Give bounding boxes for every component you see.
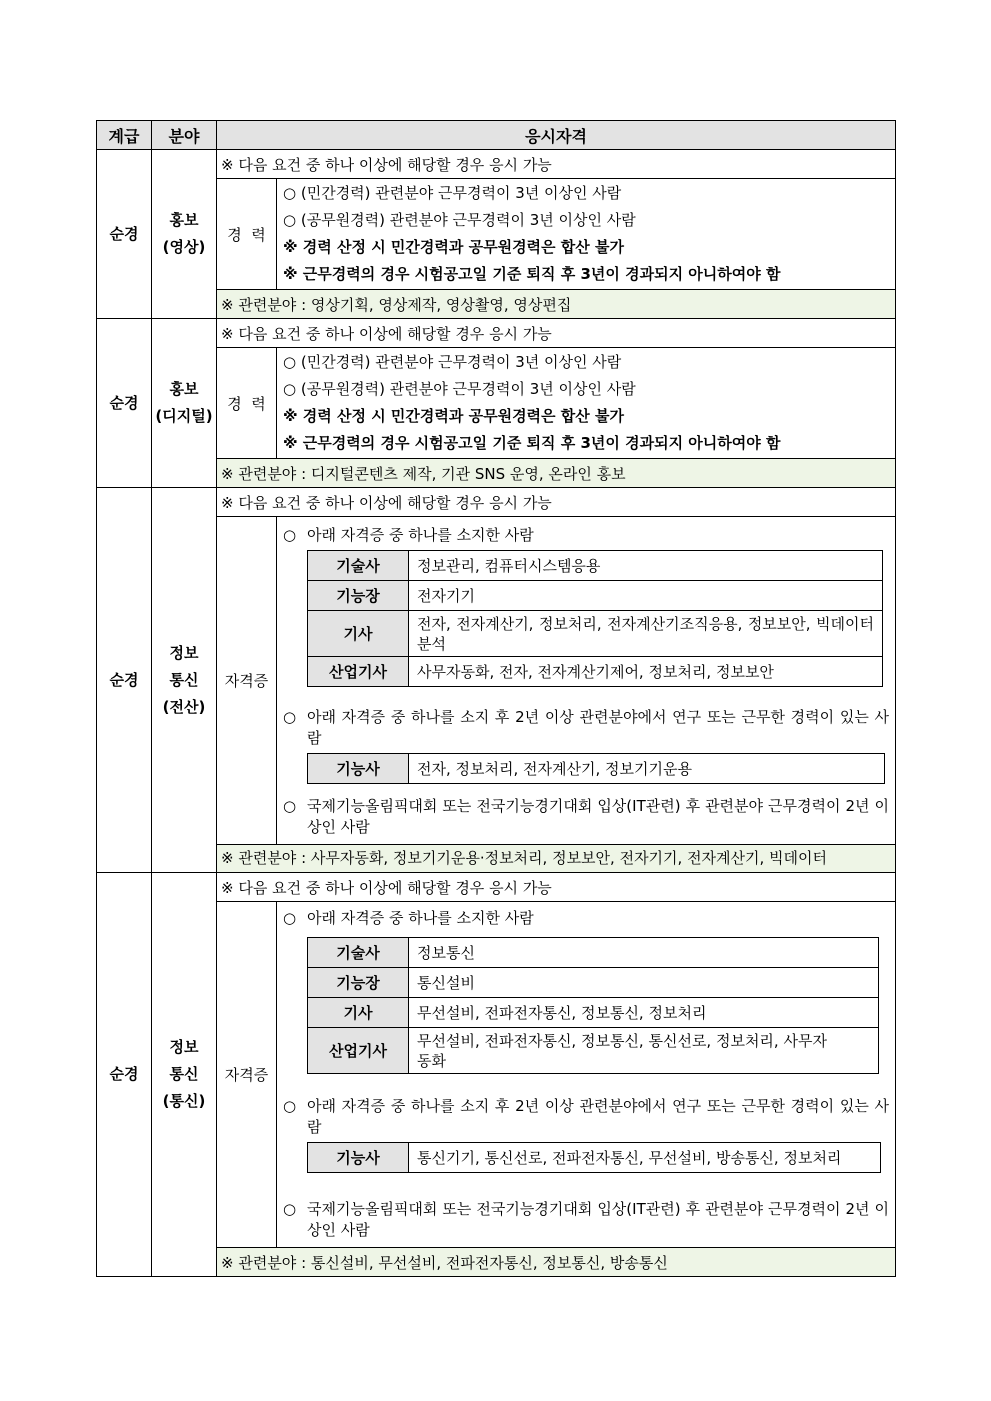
content-cell [277, 179, 896, 290]
paragraph [283, 796, 889, 838]
paragraph-text: 국제기능올림픽대회 또는 전국기능경기대회 입상(IT관련) 후 관련분야 근무경력이 2년 이상인 사람 [307, 797, 890, 836]
item: ○ (공무원경력) 관련분야 근무경력이 3년 이상인 사람 [283, 380, 636, 398]
grade-cell: 순경 [97, 488, 152, 873]
header-field: 분야 [152, 121, 217, 150]
field-name: 통신 [169, 670, 199, 689]
cert-key: 기능장 [308, 581, 409, 611]
cert-value: 무선설비, 전파전자통신, 정보통신, 통신선로, 정보처리, 사무자동화 [409, 1028, 879, 1074]
field-detail: (전산) [162, 697, 206, 716]
intro-note: ※ 다음 요건 중 하나 이상에 해당할 경우 응시 가능 [217, 873, 896, 902]
section-row [97, 488, 896, 517]
header-qualification: 응시자격 [217, 121, 896, 150]
related-note: ※ 관련분야 : 영상기획, 영상제작, 영상촬영, 영상편집 [217, 290, 896, 319]
cert-table [307, 937, 879, 1074]
circle-marker-icon: ○ [283, 797, 297, 815]
field-name: 통신 [169, 1065, 199, 1083]
intro-note: ※ 다음 요건 중 하나 이상에 해당할 경우 응시 가능 [217, 319, 896, 348]
section-row [97, 179, 896, 290]
grade-cell: 순경 [97, 873, 152, 1277]
sub-label: 자격증 [217, 902, 277, 1248]
section-row [97, 845, 896, 873]
bold-note: ※ 경력 산정 시 민간경력과 공무원경력은 합산 불가 [283, 238, 624, 256]
item: ○ (민간경력) 관련분야 근무경력이 3년 이상인 사람 [283, 353, 622, 371]
bold-note: ※ 근무경력의 경우 시험공고일 기준 퇴직 후 3년이 경과되지 아니하여야 함 [283, 265, 781, 283]
cert-value: 정보관리, 컴퓨터시스템응용 [409, 551, 883, 581]
intro-note: ※ 다음 요건 중 하나 이상에 해당할 경우 응시 가능 [217, 488, 896, 517]
header-row [97, 121, 896, 150]
paragraph [283, 707, 889, 749]
bold-note: ※ 경력 산정 시 민간경력과 공무원경력은 합산 불가 [283, 407, 624, 425]
item: ○ (공무원경력) 관련분야 근무경력이 3년 이상인 사람 [283, 211, 636, 229]
field-detail: (영상) [162, 238, 206, 256]
paragraph-text: 아래 자격증 중 하나를 소지한 사람 [307, 526, 534, 544]
sub-label: 경 력 [217, 179, 277, 290]
paragraph-text: 아래 자격증 중 하나를 소지 후 2년 이상 관련분야에서 연구 또는 근무한 경력이 있는 사람 [307, 1097, 890, 1136]
cert-value: 사무자동화, 전자, 전자계산기제어, 정보처리, 정보보안 [409, 657, 883, 687]
content-cell [277, 348, 896, 459]
paragraph [283, 1096, 889, 1138]
circle-marker-icon: ○ [283, 526, 297, 544]
cert-table [307, 550, 883, 687]
paragraph-text: 아래 자격증 중 하나를 소지 후 2년 이상 관련분야에서 연구 또는 근무한 경력이 있는 사람 [307, 708, 890, 747]
section-row [97, 150, 896, 179]
cert-value: 전자, 전자계산기, 정보처리, 전자계산기조직응용, 정보보안, 빅데이터 분석 [409, 611, 883, 657]
sub-label: 자격증 [217, 517, 277, 845]
cert-key: 기술사 [308, 551, 409, 581]
section-row [97, 902, 896, 1248]
field-name: 정보 [169, 643, 199, 662]
paragraph-text: 아래 자격증 중 하나를 소지한 사람 [307, 909, 534, 927]
content-cell [277, 517, 896, 845]
field-cell [152, 488, 217, 873]
field-name: 홍보 [169, 211, 199, 229]
cert-key: 기능장 [308, 968, 409, 998]
cert-value: 통신설비 [409, 968, 879, 998]
circle-marker-icon: ○ [283, 1097, 297, 1115]
cert-key: 산업기사 [308, 1028, 409, 1074]
cert-value: 정보통신 [409, 938, 879, 968]
qualification-table [96, 120, 896, 1277]
content-cell [277, 902, 896, 1248]
item: ○ (민간경력) 관련분야 근무경력이 3년 이상인 사람 [283, 184, 622, 202]
field-cell [152, 319, 217, 488]
cert-value: 통신기기, 통신선로, 전파전자통신, 무선설비, 방송통신, 정보처리 [409, 1143, 881, 1173]
circle-marker-icon: ○ [283, 1200, 297, 1218]
paragraph [283, 1199, 889, 1241]
section-row [97, 348, 896, 459]
field-name: 정보 [169, 1038, 199, 1056]
cert-key: 기능사 [308, 754, 409, 784]
paragraph [283, 908, 889, 929]
field-detail: (디지털) [155, 407, 213, 425]
cert-value: 전자, 정보처리, 전자계산기, 정보기기운용 [409, 754, 885, 784]
field-cell [152, 150, 217, 319]
field-name: 홍보 [169, 380, 199, 398]
paragraph [283, 525, 889, 546]
grade-cell: 순경 [97, 319, 152, 488]
cert-value: 무선설비, 전파전자통신, 정보통신, 정보처리 [409, 998, 879, 1028]
cert-table [307, 1142, 881, 1173]
paragraph-text: 국제기능올림픽대회 또는 전국기능경기대회 입상(IT관련) 후 관련분야 근무경력이 2년 이상인 사람 [307, 1200, 890, 1239]
section-row [97, 1248, 896, 1277]
cert-key: 기사 [308, 998, 409, 1028]
sub-label: 경 력 [217, 348, 277, 459]
field-cell [152, 873, 217, 1277]
cert-key: 산업기사 [308, 657, 409, 687]
cert-key: 기술사 [308, 938, 409, 968]
qualification-document [96, 120, 895, 1277]
section-row [97, 517, 896, 845]
circle-marker-icon: ○ [283, 708, 297, 726]
section-row [97, 319, 896, 348]
related-note: ※ 관련분야 : 사무자동화, 정보기기운용·정보처리, 정보보안, 전자기기, 전자계산기, 빅데이터 [217, 845, 896, 873]
section-row [97, 459, 896, 488]
cert-key: 기사 [308, 611, 409, 657]
intro-note: ※ 다음 요건 중 하나 이상에 해당할 경우 응시 가능 [217, 150, 896, 179]
circle-marker-icon: ○ [283, 909, 297, 927]
header-grade: 계급 [97, 121, 152, 150]
section-row [97, 873, 896, 902]
grade-cell: 순경 [97, 150, 152, 319]
related-note: ※ 관련분야 : 통신설비, 무선설비, 전파전자통신, 정보통신, 방송통신 [217, 1248, 896, 1277]
related-note: ※ 관련분야 : 디지털콘텐츠 제작, 기관 SNS 운영, 온라인 홍보 [217, 459, 896, 488]
cert-table [307, 753, 885, 784]
cert-value: 전자기기 [409, 581, 883, 611]
section-row [97, 290, 896, 319]
field-detail: (통신) [162, 1092, 206, 1110]
cert-key: 기능사 [308, 1143, 409, 1173]
bold-note: ※ 근무경력의 경우 시험공고일 기준 퇴직 후 3년이 경과되지 아니하여야 함 [283, 434, 781, 452]
